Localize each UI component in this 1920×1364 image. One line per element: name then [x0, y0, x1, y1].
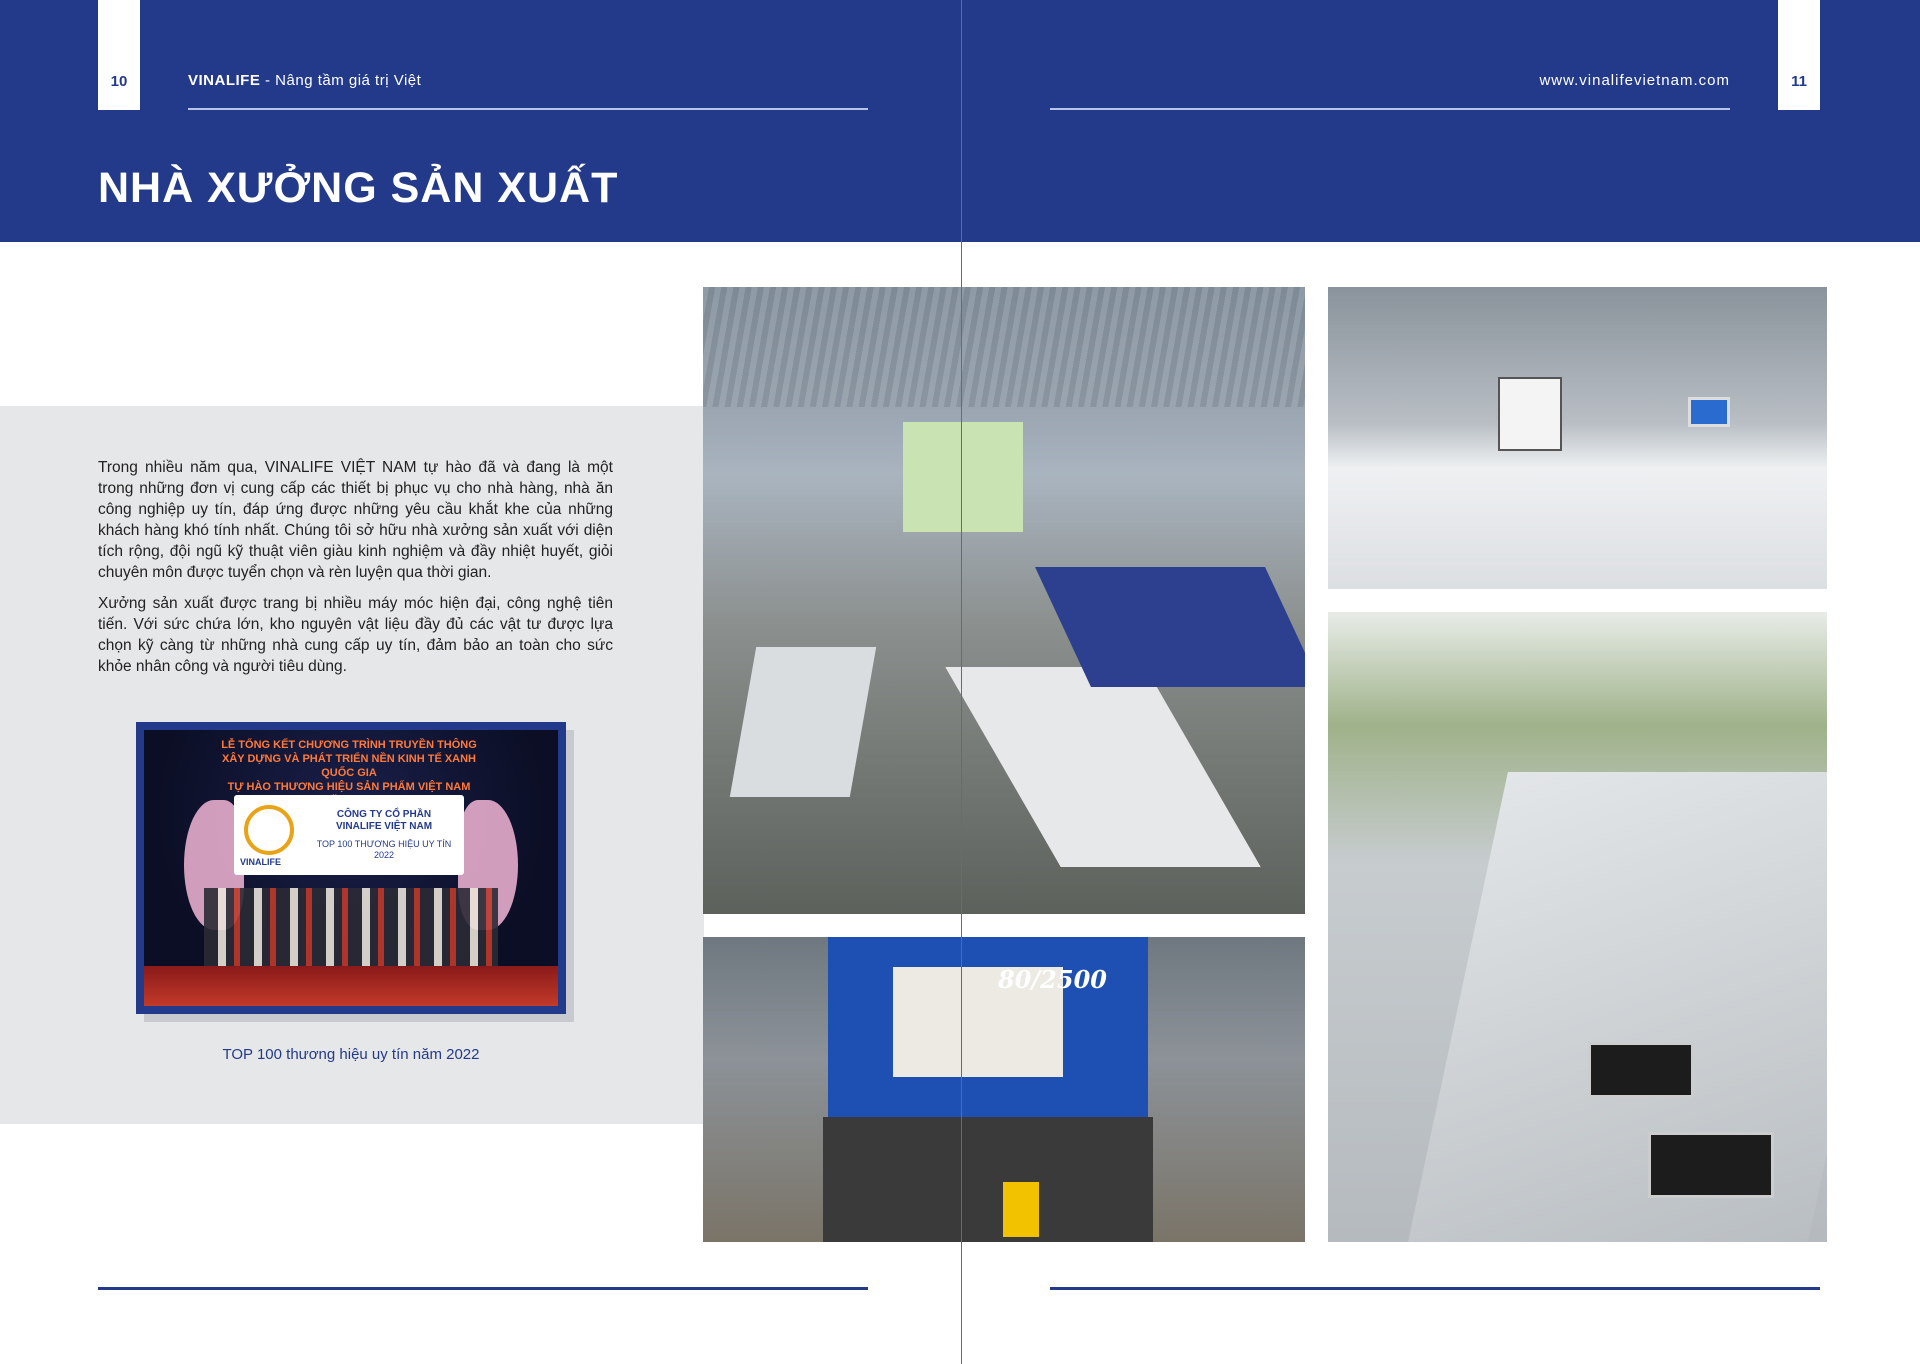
- factory-roof: [703, 287, 1305, 407]
- page-number-left: [98, 0, 140, 110]
- paragraph-facility: Xưởng sản xuất được trang bị nhiều máy móc hiện đại, công nghệ tiên tiến. Với sức chứa lớn, kho nguyên vật liệu đầy đủ các vật tư được lựa chọn kỹ càng từ những nhà cung cấp uy tín, đảm bảo an toàn cho sức khỏe nhân công và người tiêu dùng.: [98, 595, 613, 675]
- photo-laser-cutter: [1328, 287, 1827, 589]
- header-rule-right: [1050, 108, 1730, 110]
- brand-name: VINALIFE: [188, 72, 261, 89]
- laser-head: [1498, 377, 1562, 451]
- press-model-label: 80/2500: [998, 965, 1107, 994]
- award-screen-card: [234, 795, 464, 875]
- paragraph-intro: Trong nhiều năm qua, VINALIFE VIỆT NAM tự hào đã và đang là một trong những đơn vị cung cấp các thiết bị phục vụ cho nhà hàng, nhà ăn công nghiệp uy tín, đáp ứng được những yêu cầu khắt khe của những khách hàng khó tính nhất. Chúng tôi sở hữu nhà xưởng sản xuất với diện tích rộng, đội ngũ kỹ thuật viên giàu kinh nghiệm và đầy nhiệt huyết, giỏi chuyên môn được tuyển chọn và rèn luyện qua thời gian.: [98, 459, 613, 581]
- page-title: NHÀ XƯỞNG SẢN XUẤT: [98, 164, 619, 212]
- photo-factory-interior: [703, 287, 1305, 914]
- header-rule-left: [188, 108, 868, 110]
- award-company-name: [309, 809, 459, 833]
- factory-door: [903, 422, 1023, 532]
- award-photo: [136, 722, 566, 1014]
- footer-rule-left: [98, 1287, 868, 1290]
- page-spine: [961, 0, 962, 1364]
- press-brake-base: [823, 1117, 1153, 1242]
- induction-hob-1: [1588, 1042, 1694, 1098]
- page-number-left-label: 10: [110, 73, 128, 90]
- award-top-label: TOP 100 THƯƠNG HIỆU UY TÍN 2022: [316, 839, 452, 860]
- award-company-line-1: CÔNG TY CỔ PHẦN: [336, 809, 432, 820]
- award-banner-line-3: TỰ HÀO THƯƠNG HIỆU SẢN PHẨM VIỆT NAM: [227, 781, 471, 793]
- photo-press-brake: [703, 937, 1305, 1242]
- control-screen: [1688, 397, 1730, 427]
- award-stage-floor: [144, 966, 558, 1006]
- award-logo-text: VINALIFE: [240, 857, 282, 867]
- footer-rule-right: [1050, 1287, 1820, 1290]
- steel-table: [730, 647, 876, 797]
- page-number-right-label: 11: [1791, 73, 1807, 90]
- award-caption: TOP 100 thương hiệu uy tín năm 2022: [222, 1046, 480, 1063]
- yellow-pedal: [1003, 1182, 1039, 1237]
- photo-kitchen-counters: [1328, 612, 1827, 1242]
- brand-line: [188, 72, 421, 89]
- page-number-right: [1778, 0, 1820, 110]
- award-banner-line-1: LỄ TỔNG KẾT CHƯƠNG TRÌNH TRUYỀN THÔNG: [221, 739, 477, 751]
- award-company-line-2: VINALIFE VIỆT NAM: [335, 821, 433, 832]
- steel-sheet-table: [945, 667, 1260, 867]
- brand-tagline: - Nâng tầm giá trị Việt: [260, 72, 422, 89]
- induction-hob-2: [1648, 1132, 1774, 1198]
- award-stage-scene: [144, 730, 558, 1006]
- vinalife-logo-icon: [244, 805, 294, 855]
- award-banner-line-2: XÂY DỰNG VÀ PHÁT TRIỂN NỀN KINH TẾ XANH QUỐC GIA: [222, 753, 476, 779]
- award-recipients: [204, 888, 498, 978]
- website-link[interactable]: www.vinalifevietnam.com: [1539, 72, 1730, 89]
